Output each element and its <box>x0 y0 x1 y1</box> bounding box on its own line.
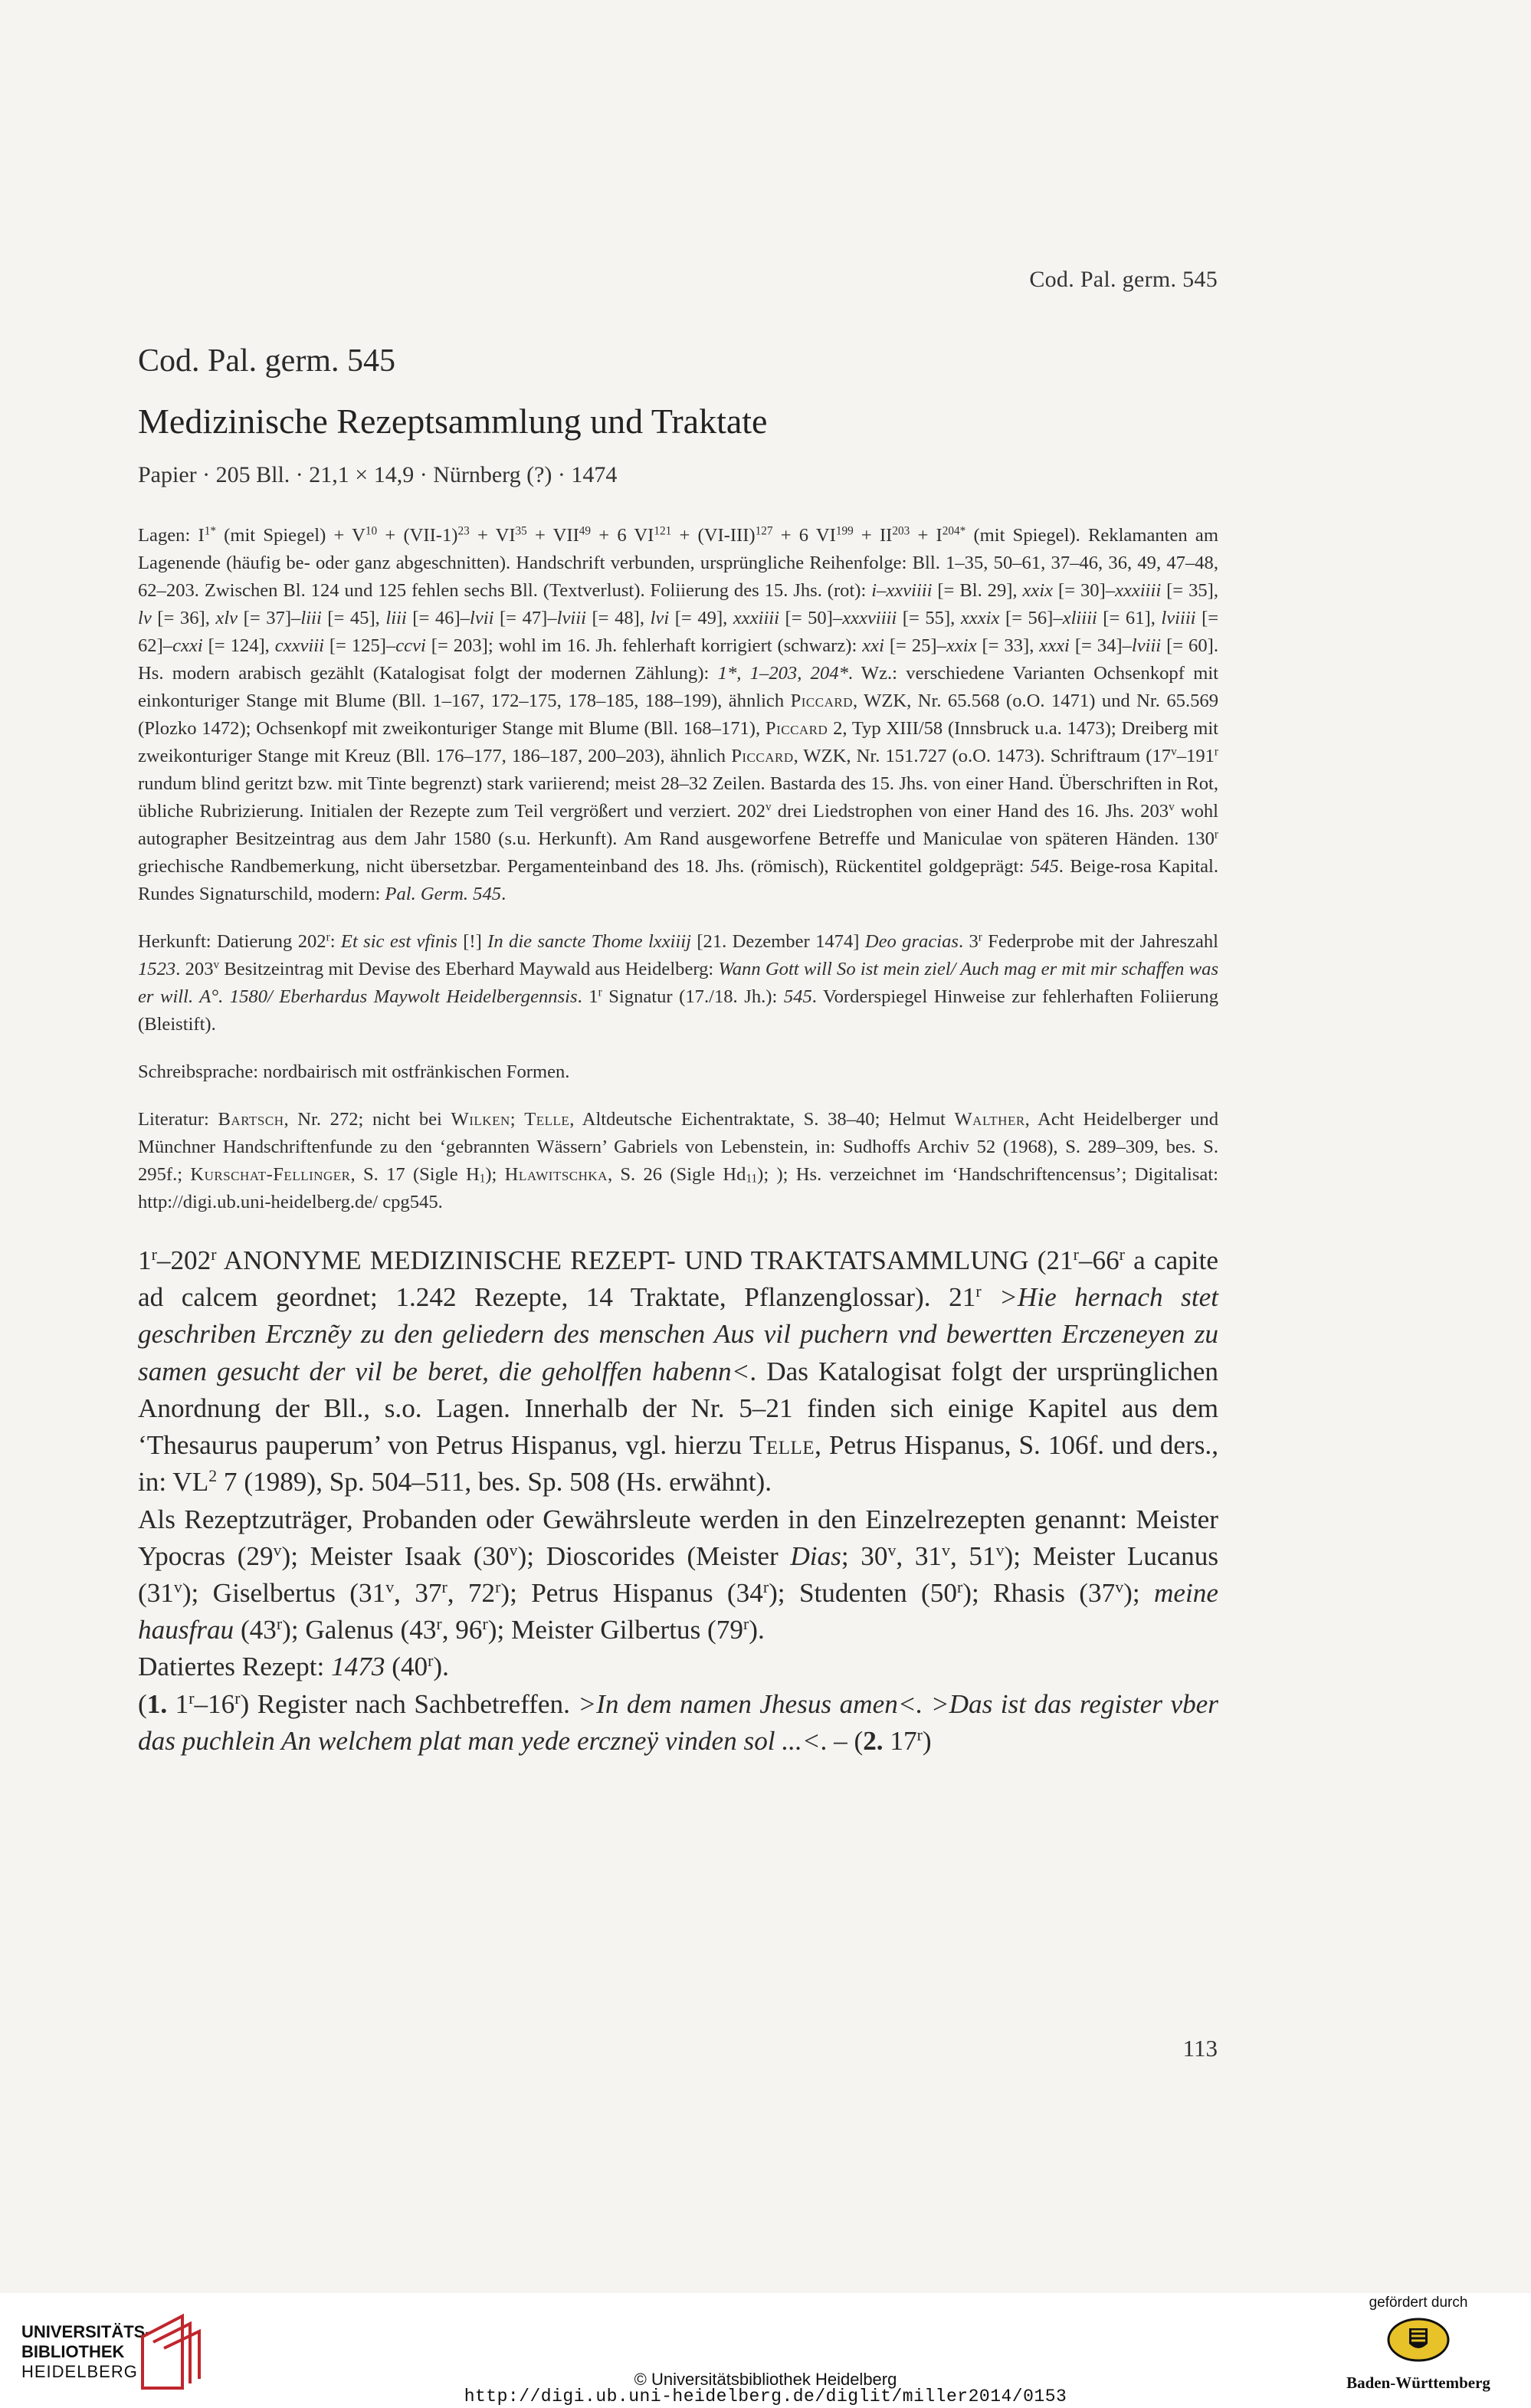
lagen-paragraph: Lagen: $I^{1*}$ (mit Spiegel) + $V^{10} + (VII-1)^{23} + VI^{35} + VII^{49} + 6$ $VI^{121} + (VI-III)^{127} + 6$ $VI^{199} + II^{203} + I^{204*}$ (mit Spiegel). Reklamanten am Lagenende (häufig be- oder ganz abgeschnitten). Handschrift verbunden, ursprüngliche Reihenfolge: Bll. 1–35, 50–61, 37–46, 36, 49, 47–48, 62–203. Zwischen Bl. 124 und 125 fehlen sechs Bll. (Textverlust). Foliierung des 15. Jhs. (rot): i–xxviiii [= Bl. 29], xxix [= 30]–xxxiiii [= 35], lv [= 36], xlv [= 37]–liii [= 45], liii [= 46]–lvii [= 47]–lviii [= 48], lvi [= 49], xxxiiii [= 50]–xxxviiii [= 55], xxxix [= 56]–xliiii [= 61], lviiii [= 62]–cxxi [= 124], cxxviii [= 125]–ccvi [= 203]; wohl im 16. Jh. fehlerhaft korrigiert (schwarz): xxi [= 25]–xxix [= 33], xxxi [= 34]–lviii [= 60]. Hs. modern arabisch gezählt (Katalogisat folgt der modernen Zählung): 1*, 1–203, 204*. Wz.: verschiedene Varianten Ochsenkopf mit einkonturiger Stange mit Blume (Bll. 1–167, 172–175, 178–185, 188–199), ähnlich Piccard, WZK, Nr. 65.568 (o.O. 1471) und Nr. 65.569 (Plozko 1472); Ochsenkopf mit zweikonturiger Stange mit Blume (Bll. 168–171), Piccard 2, Typ XIII/58 (Innsbruck u.a. 1473); Dreiberg mit zweikonturiger Stange mit Kreuz (Bll. 176–177, 186–187, 200–203), ähnlich Piccard, WZK, Nr. 151.727 (o.O. 1473). Schriftraum (17$^v$–191$^r$ rundum blind geritzt bzw. mit Tinte begrenzt) stark variierend; meist 28–32 Zeilen. Bastarda des 15. Jhs. von einer Hand. Überschriften in Rot, übliche Rubrizierung. Initialen der Rezepte zum Teil vergrößert und verziert. 202$^v$ drei Liedstrophen von einer Hand des 16. Jhs. 203$^v$ wohl autographer Besitzeintrag aus dem Jahr 1580 (s.u. Herkunft). Am Rand ausgeworfene Betreffe und Maniculae von späteren Händen. 130$^r$ griechische Randbemerkung, nicht übersetzbar. Pergamenteinband des 18. Jhs. (römisch), Rückentitel goldgeprägt: 545. Beige-rosa Kapital. Rundes Signaturschild, modern: Pal. Germ. 545. <box>138 524 1219 905</box>
shelfmark-heading: Cod. Pal. germ. 545 <box>138 343 395 379</box>
state-crest-icon <box>1386 2352 1451 2365</box>
funding-badge[interactable] <box>1323 2295 1514 2393</box>
herkunft-paragraph: Herkunft: Datierung 202$^r$: Et sic est vfinis [!] In die sancte Thome lxxiiij [21. Dezember 1474] Deo gracias. 3$^r$ Federprobe mit der Jahreszahl 1523. 203$^v$ Besitzeintrag mit Devise des Eberhard Maywald aus Heidelberg: Wann Gott will So ist mein ziel/ Auch mag er mit mir schaffen was er will. A°. 1580/ Eberhardus Maywolt Heidelbergennsis. 1$^r$ Signatur (17./18. Jh.): 545. Vorderspiegel Hinweise zur fehlerhaften Foliierung (Bleistift). <box>138 930 1219 1035</box>
schreibsprache-paragraph: Schreibsprache: nordbairisch mit ostfränkischen Formen. <box>138 1061 570 1083</box>
copyright-notice: © Universitätsbibliothek Heidelberg <box>634 2370 897 2389</box>
library-name: UNIVERSITÄTS- BIBLIOTHEK HEIDELBERG <box>21 2322 151 2381</box>
catalog-entry <box>138 343 1218 1760</box>
contents-section-4: (1. 1$^r$–16$^r$) Register nach Sachbetreffen. >In dem namen Jhesus amen<. >Das ist das register vber das puchlein An welchem plat man yede erczneÿ vinden sol ...<. – (2. 17$^r$) <box>138 1688 1218 1756</box>
entry-title: Medizinische Rezeptsammlung und Traktate <box>138 402 768 441</box>
contents-section-2: Als Rezeptzuträger, Probanden oder Gewährsleute werden in den Einzelrezepten genannt: Meister Ypocras (29$^v$); Meister Isaak (30$^v$); Dioscorides (Meister Dias; 30$^v$, 31$^v$, 51$^v$); Meister Lucanus (31$^v$); Giselbertus (31$^v$, 37$^r$, 72$^r$); Petrus Hispanus (34$^r$); Studenten (50$^r$); Rhasis (37$^v$); meine hausfrau (43$^r$); Galenus (43$^r$, 96$^r$); Meister Gilbertus (79$^r$). <box>138 1504 1219 1645</box>
permalink[interactable]: http://digi.ub.uni-heidelberg.de/diglit/miller2014/0153 <box>464 2387 1067 2406</box>
contents-section-3: Datiertes Rezept: 1473 (40$^r$). <box>138 1652 449 1682</box>
page-number: 113 <box>1182 2035 1218 2062</box>
literatur-paragraph: Literatur: Bartsch, Nr. 272; nicht bei Wilken; Telle, Altdeutsche Eichentraktate, S. 38–40; Helmut Walther, Acht Heidelberger und Münchner Handschriftenfunde zu den ‘gebrannten Wässern’ Gabriels von Lebenstein, in: Sudhoffs Archiv 52 (1968), S. 289–309, bes. S. 295f.; Kurschat-Fellinger, S. 17 (Sigle $H_1$); Hlawitschka, S. 26 (Sigle $Hd_{11}$); ); Hs. verzeichnet im ‘Handschriftencensus’; Digitalisat: http://digi.ub.uni-heidelberg.de/ cpg545. <box>138 1109 1219 1213</box>
funding-label: gefördert durch <box>1369 2295 1468 2311</box>
contents-section-1: 1$^r$–202$^r$ ANONYME MEDIZINISCHE REZEPT- UND TRAKTATSAMMLUNG (21$^r$–66$^r$ a capite ad calcem geordnet; 1.242 Rezepte, 14 Traktate, Pflanzenglossar). 21$^r$ >Hie hernach stet geschriben Ercznẽy zu den geliedern des menschen Aus vil puchern vnd bewertten Erczeneyen zu samen gesucht der vil be beret, die geholffen habenn<. Das Katalogisat folgt der ursprünglichen Anordnung der Bll., s.o. Lagen. Innerhalb der Nr. 5–21 finden sich einige Kapitel aus dem ‘Thesaurus pauperum’ von Petrus Hispanus, vgl. hierzu Telle, Petrus Hispanus, S. 106f. und ders., in: $VL^2$ 7 (1989), Sp. 504–511, bes. Sp. 508 (Hs. erwähnt). <box>138 1245 1219 1498</box>
running-head: Cod. Pal. germ. 545 <box>1029 267 1218 292</box>
funding-state: Baden-Württemberg <box>1346 2374 1490 2392</box>
physical-description: Papier · 205 Bll. · 21,1 × 14,9 · Nürnberg (?) · 1474 <box>138 462 618 488</box>
footer-bar <box>0 2293 1531 2408</box>
